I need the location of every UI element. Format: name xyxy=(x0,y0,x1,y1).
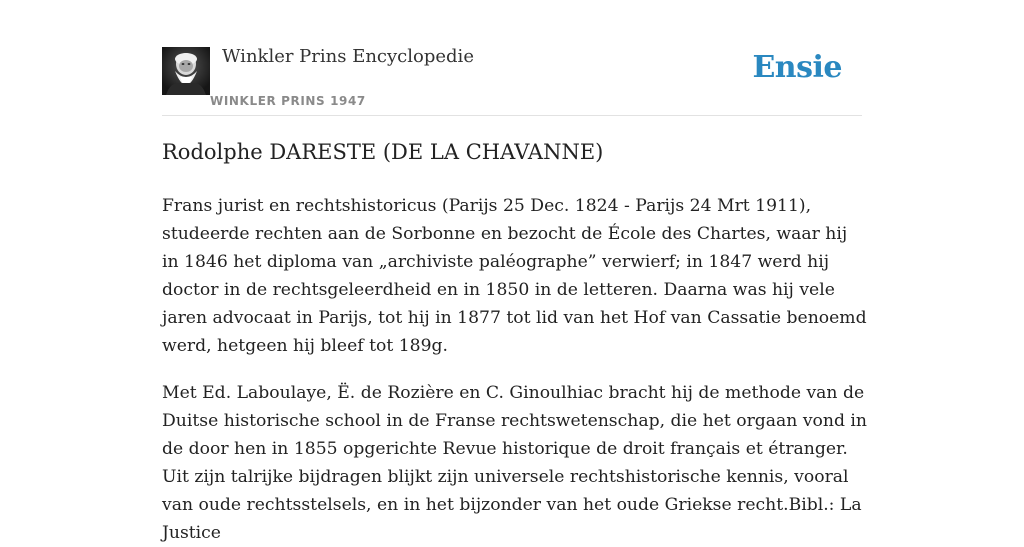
article-paragraph-2: Met Ed. Laboulaye, Ë. de Rozière en C. Ginoulhiac bracht hij de methode van de Duitse historische school in de Franse rechtswetenschap, die het orgaan vond in de door hen in 1855 opgerichte Revue historique de droit français et étranger. Uit zijn talrijke bijdragen blijkt zijn universele rechtshistorische kennis, vooral van oude rechtsstelsels, en in het bijzonder van het oude Griekse recht.Bibl.: La Justice xyxy=(162,383,867,543)
site-name[interactable]: Winkler Prins Encyclopedie xyxy=(222,46,474,67)
page-title: Rodolphe DARESTE (DE LA CHAVANNE) xyxy=(162,140,604,164)
site-header xyxy=(162,0,862,116)
brand-logo[interactable]: Ensie xyxy=(752,50,842,85)
page-container xyxy=(162,0,867,543)
edition-subtitle: WINKLER PRINS 1947 xyxy=(210,94,366,108)
article-paragraph-1: Frans jurist en rechtshistoricus (Parijs 25 Dec. 1824 - Parijs 24 Mrt 1911), studeerde rechten aan de Sorbonne en bezocht de École des Chartes, waar hij in 1846 het diploma van „archiviste paléographe” verwierf; in 1847 werd hij doctor in de rechtsgeleerdheid en in 1850 in de letteren. Daarna was hij vele jaren advocaat in Parijs, tot hij in 1877 tot lid van het Hof van Cassatie benoemd werd, hetgeen hij bleef tot 189g. xyxy=(162,196,867,356)
portrait-icon xyxy=(162,47,210,95)
avatar[interactable] xyxy=(162,47,210,95)
